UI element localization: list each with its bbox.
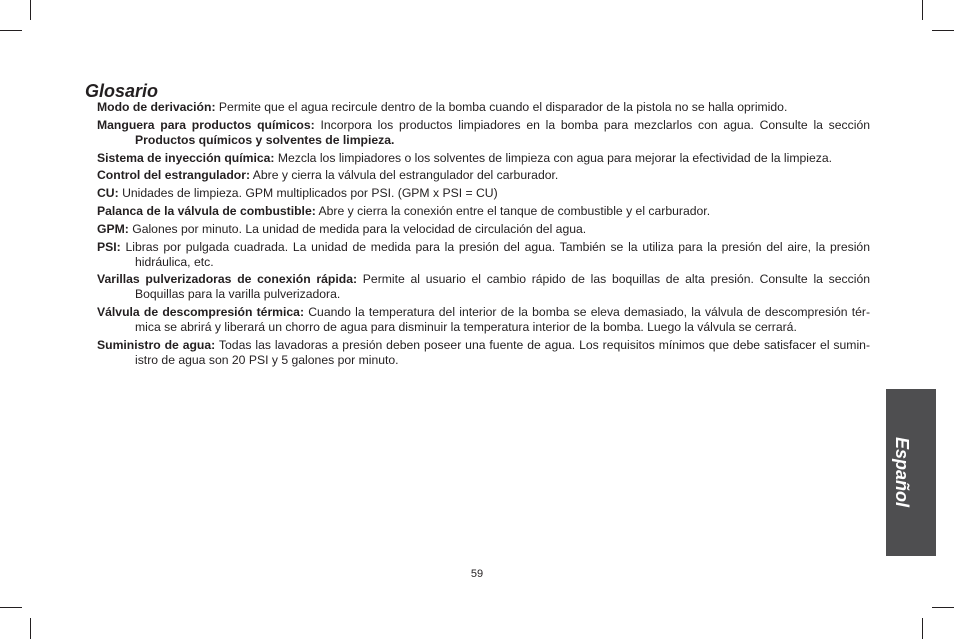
glossary-entry-modo-de-derivacion bbox=[97, 100, 870, 115]
glossary-entry-palanca-valvula-combustible bbox=[97, 204, 870, 219]
glossary-term: CU: bbox=[97, 186, 119, 201]
glossary-list bbox=[97, 100, 870, 371]
glossary-term: Válvula de descompresión térmica: bbox=[97, 305, 305, 320]
crop-mark-top-left-vertical bbox=[30, 0, 31, 20]
glossary-definition: Permite al usuario el cambio rápido de las boquillas de alta presión. Consulte la sección bbox=[362, 272, 870, 287]
glossary-term: Modo de derivación: bbox=[97, 100, 216, 114]
crop-mark-top-left-horizontal bbox=[0, 30, 22, 31]
glossary-definition-continuation: hidráulica, etc. bbox=[135, 254, 214, 269]
glossary-definition: Mezcla los limpiadores o los solventes de limpieza con agua para mejorar la efectividad de la limpieza. bbox=[277, 150, 832, 165]
crop-mark-bottom-right-horizontal bbox=[932, 607, 954, 608]
entry-line bbox=[97, 305, 870, 320]
glossary-entry-gpm bbox=[97, 222, 870, 237]
entry-line bbox=[97, 204, 870, 219]
language-tab-label: Español bbox=[892, 437, 912, 508]
glossary-term: Suministro de agua: bbox=[97, 337, 216, 352]
entry-line bbox=[97, 272, 870, 287]
entry-line bbox=[97, 186, 870, 201]
crop-mark-bottom-right-vertical bbox=[922, 618, 923, 639]
page-title: Glosario bbox=[85, 81, 159, 101]
glossary-term: PSI: bbox=[97, 239, 121, 254]
glossary-entry-sistema-inyeccion-quimica bbox=[97, 151, 870, 166]
entry-line bbox=[97, 240, 870, 255]
glossary-term: Varillas pulverizadoras de conexión rápida: bbox=[97, 272, 358, 287]
glossary-definition-continuation: mica se abrirá y liberará un chorro de agua para disminuir la temperatura interior de la bomba. Luego la válvula se cerrará. bbox=[135, 320, 797, 335]
page-number: 59 bbox=[470, 568, 484, 580]
crop-mark-bottom-left-horizontal bbox=[0, 607, 22, 608]
crop-mark-bottom-left-vertical bbox=[30, 618, 31, 639]
crop-mark-top-right-horizontal bbox=[932, 30, 954, 31]
entry-line bbox=[97, 168, 870, 183]
glossary-term: Palanca de la válvula de combustible: bbox=[97, 203, 316, 218]
glossary-definition-continuation: Boquillas para la varilla pulverizadora. bbox=[135, 287, 341, 302]
glossary-entry-suministro-agua bbox=[97, 338, 870, 368]
entry-line bbox=[97, 100, 870, 115]
glossary-definition: Permite que el agua recircule dentro de la bomba cuando el disparador de la pistola no se halla oprimido. bbox=[218, 100, 788, 114]
glossary-entry-control-estrangulador bbox=[97, 168, 870, 183]
glossary-definition: Abre y cierra la válvula del estrangulador del carburador. bbox=[252, 168, 559, 183]
glossary-term: Sistema de inyección química: bbox=[97, 150, 275, 165]
glossary-definition: Abre y cierra la conexión entre el tanque de combustible y el carburador. bbox=[318, 203, 711, 218]
glossary-entry-manguera-productos-quimicos bbox=[97, 118, 870, 148]
glossary-entry-cu bbox=[97, 186, 870, 201]
glossary-definition: Cuando la temperatura del interior de la bomba se eleva demasiado, la válvula de descompresión tér- bbox=[308, 305, 870, 320]
glossary-definition: Libras por pulgada cuadrada. La unidad de medida para la presión del agua. También se la utiliza para la presión del aire, la presión bbox=[125, 239, 870, 254]
glossary-definition: Incorpora los productos limpiadores en la bomba para mezclarlos con agua. Consulte la sección bbox=[320, 117, 871, 132]
language-tab bbox=[886, 389, 936, 556]
glossary-entry-psi bbox=[97, 240, 870, 270]
entry-line bbox=[97, 151, 870, 166]
glossary-entry-varillas-conexion-rapida bbox=[97, 272, 870, 302]
entry-line bbox=[97, 338, 870, 353]
glossary-entry-valvula-descompresion-termica bbox=[97, 305, 870, 335]
glossary-definition: Galones por minuto. La unidad de medida para la velocidad de circulación del agua. bbox=[132, 221, 587, 236]
glossary-definition-continuation: istro de agua son 20 PSI y 5 galones por minuto. bbox=[135, 352, 399, 367]
glossary-definition: Todas las lavadoras a presión deben poseer una fuente de agua. Los requisitos mínimos que debe satisfacer el sumin- bbox=[218, 337, 871, 352]
glossary-term: Manguera para productos químicos: bbox=[97, 117, 315, 132]
crop-mark-top-right-vertical bbox=[922, 0, 923, 20]
glossary-term: GPM: bbox=[97, 221, 129, 236]
glossary-term: Control del estrangulador: bbox=[97, 168, 251, 183]
entry-line bbox=[97, 222, 870, 237]
glossary-section-reference: Productos químicos y solventes de limpieza. bbox=[135, 132, 395, 147]
glossary-definition: Unidades de limpieza. GPM multiplicados por PSI. (GPM x PSI = CU) bbox=[122, 186, 498, 201]
entry-line bbox=[97, 118, 870, 133]
